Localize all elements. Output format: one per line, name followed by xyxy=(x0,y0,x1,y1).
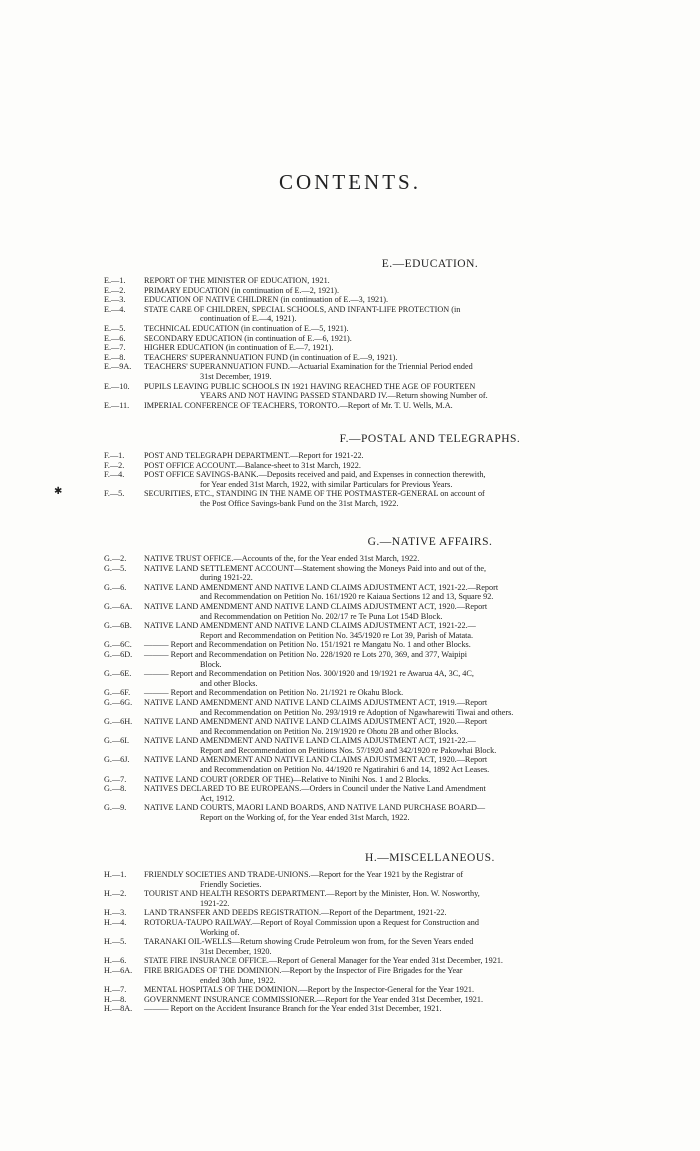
entry-title: NATIVE TRUST OFFICE.—Accounts of the, for the Year ended 31st March, 1922. xyxy=(144,554,420,563)
contents-entry xyxy=(0,736,700,755)
entry-text xyxy=(144,985,644,995)
entry-code: G.—6G. xyxy=(104,697,133,707)
section-heading: E.—EDUCATION. xyxy=(381,258,479,270)
entry-continuation: 31st December, 1920. xyxy=(200,946,272,956)
entry-code: G.—9. xyxy=(104,803,127,813)
entry-title: ——— Report and Recommendation on Petition No. 228/1920 re Lots 270, 369, and 377, Waipipi xyxy=(144,649,468,659)
entry-code: H.—6. xyxy=(104,956,127,966)
entry-text xyxy=(144,650,644,669)
contents-entry xyxy=(0,995,700,1005)
entry-continuation: 1921-22. xyxy=(200,898,230,908)
contents-entry xyxy=(0,918,700,937)
entry-title: NATIVE LAND AMENDMENT AND NATIVE LAND CLAIMS ADJUSTMENT ACT, 1920.—Report xyxy=(144,755,488,765)
entry-title: STATE CARE OF CHILDREN, SPECIAL SCHOOLS, AND INFANT-LIFE PROTECTION (in xyxy=(144,304,461,314)
contents-entry xyxy=(0,276,700,286)
entry-title: NATIVES DECLARED TO BE EUROPEANS.—Orders in Council under the Native Land Amendment xyxy=(144,784,486,794)
contents-entry xyxy=(0,295,700,305)
entry-continuation: and Recommendation on Petition No. 44/1920 re Ngatirahiri 6 and 14, 1892 Act Leases. xyxy=(200,765,490,775)
entry-title: NATIVE LAND AMENDMENT AND NATIVE LAND CLAIMS ADJUSTMENT ACT, 1921-22.—Report xyxy=(144,582,499,592)
entry-text xyxy=(144,451,644,461)
entry-title: LAND TRANSFER AND DEEDS REGISTRATION.—Report of the Department, 1921-22. xyxy=(144,908,447,918)
entry-continuation: Block. xyxy=(200,659,222,669)
entry-code: E.—10. xyxy=(104,381,130,391)
entry-text xyxy=(144,908,644,918)
contents-entry xyxy=(0,956,700,966)
contents-entry xyxy=(0,602,700,621)
contents-entry xyxy=(0,489,700,508)
entry-title: STATE FIRE INSURANCE OFFICE.—Report of General Manager for the Year ended 31st December, 1921. xyxy=(144,956,503,966)
contents-entry xyxy=(0,621,700,640)
entry-title: SECURITIES, ETC., STANDING IN THE NAME OF THE POSTMASTER-GENERAL on account of xyxy=(144,489,485,499)
entry-code: G.—6B. xyxy=(104,621,132,631)
entry-text xyxy=(144,688,644,698)
contents-entry xyxy=(0,353,700,363)
entry-continuation: continuation of E.—4, 1921). xyxy=(200,314,297,324)
entry-code: G.—6I. xyxy=(104,736,130,746)
entry-title: MENTAL HOSPITALS OF THE DOMINION.—Report by the Inspector-General for the Year 1921. xyxy=(144,985,475,995)
entry-text xyxy=(144,755,644,774)
contents-section xyxy=(0,258,700,410)
entry-text xyxy=(144,295,644,305)
entry-text xyxy=(144,554,644,564)
contents-section xyxy=(0,852,700,1014)
entry-text xyxy=(144,334,644,344)
contents-entry xyxy=(0,1004,700,1014)
contents-entry xyxy=(0,985,700,995)
entry-text xyxy=(144,956,644,966)
entry-continuation: during 1921-22. xyxy=(200,573,253,583)
entry-code: E.—3. xyxy=(104,295,126,305)
entry-text xyxy=(144,995,644,1005)
entry-code: H.—1. xyxy=(104,870,127,879)
contents-entry xyxy=(0,937,700,956)
entry-code: G.—6C. xyxy=(104,640,132,650)
entry-code: G.—6A. xyxy=(104,601,133,611)
entry-title: NATIVE LAND AMENDMENT AND NATIVE LAND CLAIMS ADJUSTMENT ACT, 1921-22.— xyxy=(144,736,476,746)
entry-title: NATIVE LAND AMENDMENT AND NATIVE LAND CLAIMS ADJUSTMENT ACT, 1921-22.— xyxy=(144,621,476,631)
entry-code: H.—8A. xyxy=(104,1004,133,1014)
entry-code: E.—1. xyxy=(104,276,126,285)
margin-mark: ✱ xyxy=(54,486,63,497)
entry-title: ——— Report and Recommendation on Petition No. 21/1921 re Okahu Block. xyxy=(144,688,404,698)
entry-code: F.—5. xyxy=(104,489,125,499)
entry-code: G.—6J. xyxy=(104,755,130,765)
entry-code: G.—6F. xyxy=(104,688,131,698)
entry-code: G.—7. xyxy=(104,774,127,784)
entry-text xyxy=(144,966,644,985)
contents-entry xyxy=(0,451,700,461)
entry-code: E.—11. xyxy=(104,400,130,410)
entry-text xyxy=(144,784,644,803)
entry-text xyxy=(144,669,644,688)
contents-entry xyxy=(0,324,700,334)
entry-title: GOVERNMENT INSURANCE COMMISSIONER.—Report for the Year ended 31st December, 1921. xyxy=(144,994,484,1004)
entry-text xyxy=(144,286,644,296)
entry-title: ——— Report and Recommendation on Petition Nos. 300/1920 and 19/1921 re Awarua 4A, 3C, 4C, xyxy=(144,669,474,679)
entry-text xyxy=(144,775,644,785)
entry-continuation: ended 30th June, 1922. xyxy=(200,975,276,985)
entry-code: E.—6. xyxy=(104,333,126,343)
entry-title: NATIVE LAND COURT (ORDER OF THE)—Relative to Ninihi Nos. 1 and 2 Blocks. xyxy=(144,774,431,784)
contents-entry xyxy=(0,755,700,774)
entry-title: NATIVE LAND SETTLEMENT ACCOUNT—Statement showing the Moneys Paid into and out of the, xyxy=(144,563,487,573)
entry-code: E.—2. xyxy=(104,285,126,295)
section-heading: H.—MISCELLANEOUS. xyxy=(365,852,495,864)
contents-entry xyxy=(0,688,700,698)
entry-text xyxy=(144,870,644,889)
entry-title: TEACHERS' SUPERANNUATION FUND (in continuation of E.—9, 1921). xyxy=(144,352,398,362)
contents-section xyxy=(0,433,700,509)
entry-text xyxy=(144,621,644,640)
entry-code: G.—8. xyxy=(104,784,127,794)
entry-code: E.—9A. xyxy=(104,362,132,372)
contents-entry xyxy=(0,564,700,583)
entry-continuation: Act, 1912. xyxy=(200,793,235,803)
entry-title: TARANAKI OIL-WELLS—Return showing Crude Petroleum won from, for the Seven Years ended xyxy=(144,937,474,947)
entry-code: F.—2. xyxy=(104,460,125,470)
entry-text xyxy=(144,698,644,717)
entry-continuation: and Recommendation on Petition No. 161/1920 re Kaiaua Sections 12 and 13, Square 92. xyxy=(200,592,494,602)
entry-text xyxy=(144,470,644,489)
entry-text xyxy=(144,1004,644,1014)
contents-section xyxy=(0,536,700,823)
contents-entry xyxy=(0,583,700,602)
contents-entry xyxy=(0,803,700,822)
contents-entry xyxy=(0,640,700,650)
entry-continuation: 31st December, 1919. xyxy=(200,371,272,381)
entry-title: TECHNICAL EDUCATION (in continuation of E.—5, 1921). xyxy=(144,323,349,333)
entry-title: ROTORUA-TAUPO RAILWAY.—Report of Royal Commission upon a Request for Construction and xyxy=(144,917,479,927)
contents-entry xyxy=(0,334,700,344)
entry-code: H.—2. xyxy=(104,889,127,899)
entry-continuation: and other Blocks. xyxy=(200,678,258,688)
entry-continuation: YEARS AND NOT HAVING PASSED STANDARD IV.—Return showing Number of. xyxy=(200,391,488,401)
entry-code: F.—4. xyxy=(104,470,125,480)
entry-text xyxy=(144,382,644,401)
contents-entry xyxy=(0,362,700,381)
entry-text xyxy=(144,324,644,334)
page-title: CONTENTS. xyxy=(279,170,421,194)
entry-title: PRIMARY EDUCATION (in continuation of E.—2, 1921). xyxy=(144,285,340,295)
entry-continuation: Report and Recommendation on Petitions Nos. 57/1920 and 342/1920 re Pakowhai Block. xyxy=(200,745,497,755)
entry-title: PUPILS LEAVING PUBLIC SCHOOLS IN 1921 HAVING REACHED THE AGE OF FOURTEEN xyxy=(144,381,476,391)
contents-entry xyxy=(0,401,700,411)
entry-text xyxy=(144,305,644,324)
contents-entry xyxy=(0,717,700,736)
contents-entry xyxy=(0,554,700,564)
entry-title: TEACHERS' SUPERANNUATION FUND.—Actuarial Examination for the Triennial Period ended xyxy=(144,362,473,372)
contents-entry xyxy=(0,698,700,717)
contents-entry xyxy=(0,784,700,803)
entry-text xyxy=(144,717,644,736)
contents-entry xyxy=(0,650,700,669)
entry-text xyxy=(144,343,644,353)
entry-text xyxy=(144,937,644,956)
section-heading: G.—NATIVE AFFAIRS. xyxy=(367,536,493,548)
entry-text xyxy=(144,640,644,650)
entry-title: NATIVE LAND AMENDMENT AND NATIVE LAND CLAIMS ADJUSTMENT ACT, 1920.—Report xyxy=(144,717,488,727)
entry-title: FIRE BRIGADES OF THE DOMINION.—Report by the Inspector of Fire Brigades for the Year xyxy=(144,965,463,975)
entry-title: EDUCATION OF NATIVE CHILDREN (in continuation of E.—3, 1921). xyxy=(144,295,389,305)
entry-title: NATIVE LAND AMENDMENT AND NATIVE LAND CLAIMS ADJUSTMENT ACT, 1919.—Report xyxy=(144,697,488,707)
entry-text xyxy=(144,602,644,621)
entry-continuation: Report and Recommendation on Petition No. 345/1920 re Lot 39, Parish of Matata. xyxy=(200,630,474,640)
entry-code: H.—7. xyxy=(104,985,127,995)
entry-code: G.—6E. xyxy=(104,669,132,679)
entry-code: E.—8. xyxy=(104,352,126,362)
entry-text xyxy=(144,276,644,286)
entry-text xyxy=(144,736,644,755)
entry-code: F.—1. xyxy=(104,451,125,460)
entry-title: REPORT OF THE MINISTER OF EDUCATION, 1921. xyxy=(144,276,330,285)
entry-code: E.—4. xyxy=(104,304,126,314)
entry-text xyxy=(144,583,644,602)
entry-title: NATIVE LAND AMENDMENT AND NATIVE LAND CLAIMS ADJUSTMENT ACT, 1920.—Report xyxy=(144,601,488,611)
entry-text xyxy=(144,918,644,937)
entry-title: NATIVE LAND COURTS, MAORI LAND BOARDS, AND NATIVE LAND PURCHASE BOARD— xyxy=(144,803,486,813)
entry-continuation: Working of. xyxy=(200,927,240,937)
contents-entry xyxy=(0,286,700,296)
entry-text xyxy=(144,362,644,381)
entry-code: E.—5. xyxy=(104,323,126,333)
entry-continuation: Report on the Working of, for the Year ended 31st March, 1922. xyxy=(200,813,410,823)
contents-entry xyxy=(0,908,700,918)
entry-code: H.—3. xyxy=(104,908,127,918)
contents-entry xyxy=(0,775,700,785)
contents-entry xyxy=(0,669,700,688)
entry-code: H.—4. xyxy=(104,917,127,927)
entry-title: POST OFFICE SAVINGS-BANK.—Deposits received and paid, and Expenses in connection therewith, xyxy=(144,470,486,480)
contents-entry xyxy=(0,343,700,353)
entry-code: G.—5. xyxy=(104,563,127,573)
contents-entry xyxy=(0,470,700,489)
entry-code: H.—5. xyxy=(104,937,127,947)
contents-entry xyxy=(0,870,700,889)
entry-title: IMPERIAL CONFERENCE OF TEACHERS, TORONTO.—Report of Mr. T. U. Wells, M.A. xyxy=(144,400,453,410)
contents-entry xyxy=(0,966,700,985)
contents-entry xyxy=(0,305,700,324)
contents-entry xyxy=(0,382,700,401)
entry-text xyxy=(144,401,644,411)
entry-code: H.—6A. xyxy=(104,965,133,975)
entry-title: HIGHER EDUCATION (in continuation of E.—7, 1921). xyxy=(144,343,334,353)
entry-text xyxy=(144,461,644,471)
entry-code: G.—6. xyxy=(104,582,127,592)
entry-continuation: the Post Office Savings-bank Fund on the 31st March, 1922. xyxy=(200,498,399,508)
contents-entry xyxy=(0,889,700,908)
entry-continuation: and Recommendation on Petition No. 219/1920 re Ohotu 2B and other Blocks. xyxy=(200,726,459,736)
entry-title: POST OFFICE ACCOUNT.—Balance-sheet to 31st March, 1922. xyxy=(144,460,361,470)
entry-title: TOURIST AND HEALTH RESORTS DEPARTMENT.—Report by the Minister, Hon. W. Nosworthy, xyxy=(144,889,480,899)
entry-title: SECONDARY EDUCATION (in continuation of E.—6, 1921). xyxy=(144,333,352,343)
entry-text xyxy=(144,353,644,363)
entry-text xyxy=(144,564,644,583)
entry-text xyxy=(144,889,644,908)
entry-code: G.—6H. xyxy=(104,717,133,727)
entry-title: ——— Report and Recommendation on Petition No. 151/1921 re Mangatu No. 1 and other Blocks. xyxy=(144,640,471,650)
entry-title: POST AND TELEGRAPH DEPARTMENT.—Report for 1921-22. xyxy=(144,451,364,460)
entry-code: E.—7. xyxy=(104,343,126,353)
entry-code: H.—8. xyxy=(104,994,127,1004)
entry-continuation: and Recommendation on Petition No. 202/17 re Te Puna Lot 154D Block. xyxy=(200,611,443,621)
contents-entry xyxy=(0,461,700,471)
entry-text xyxy=(144,803,644,822)
entry-text xyxy=(144,489,644,508)
entry-continuation: for Year ended 31st March, 1922, with similar Particulars for Previous Years. xyxy=(200,479,453,489)
entry-continuation: Friendly Societies. xyxy=(200,879,262,889)
entry-title: FRIENDLY SOCIETIES AND TRADE-UNIONS.—Report for the Year 1921 by the Registrar of xyxy=(144,870,464,879)
entry-continuation: and Recommendation on Petition No. 293/1919 re Adoption of Ngawharewiti Tiwai and others. xyxy=(200,707,514,717)
entry-code: G.—2. xyxy=(104,554,127,563)
entry-title: ——— Report on the Accident Insurance Branch for the Year ended 31st December, 1921. xyxy=(144,1004,442,1014)
section-heading: F.—POSTAL AND TELEGRAPHS. xyxy=(339,433,521,445)
entry-code: G.—6D. xyxy=(104,649,133,659)
